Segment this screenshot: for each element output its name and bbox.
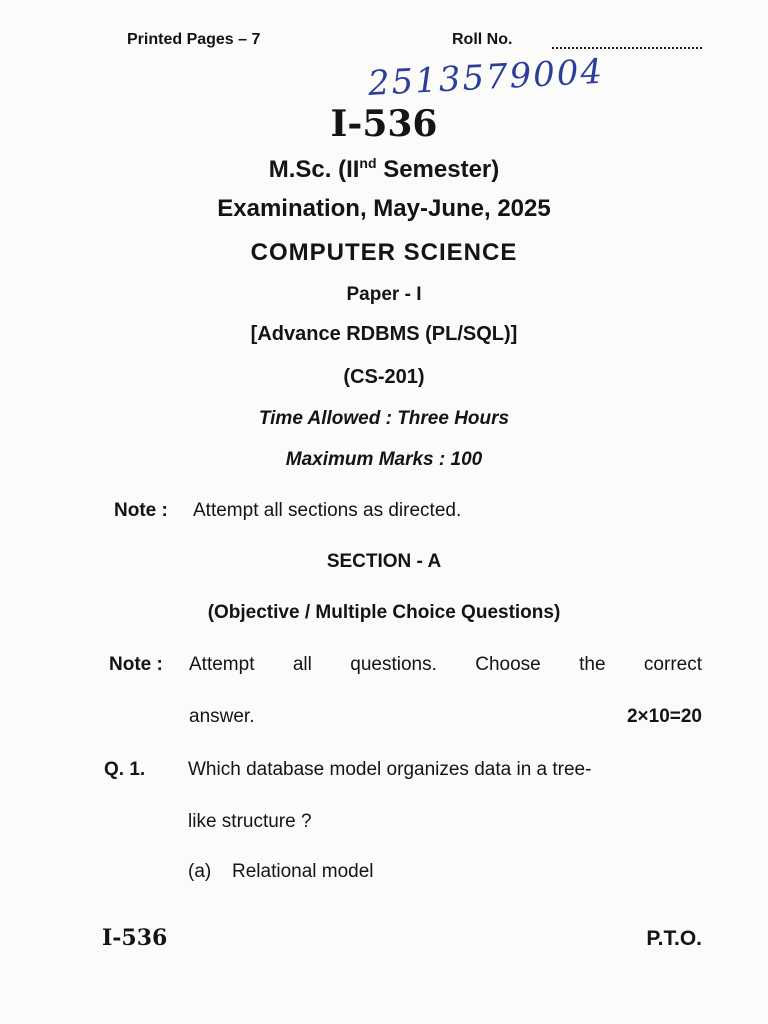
footer-paper-code: I-536 bbox=[102, 925, 168, 951]
footer-pto: P.T.O. bbox=[646, 927, 702, 950]
option-label: (a) bbox=[188, 861, 212, 882]
section-subheading: (Objective / Multiple Choice Questions) bbox=[207, 602, 561, 623]
section-heading: SECTION - A bbox=[326, 551, 442, 572]
note-label: Note : bbox=[114, 500, 168, 521]
handwritten-roll-number: 2513579004 bbox=[366, 51, 606, 104]
roll-number-label: Roll No. bbox=[452, 31, 513, 48]
question-text-continued: like structure ? bbox=[188, 811, 312, 832]
time-allowed: Time Allowed : Three Hours bbox=[258, 408, 510, 429]
degree-prefix: M.Sc. (II bbox=[268, 156, 360, 183]
question-number: Q. 1. bbox=[104, 759, 146, 780]
marks-allocation: 2×10=20 bbox=[626, 706, 702, 727]
note-text: Attempt all sections as directed. bbox=[193, 500, 462, 521]
paper-number: Paper - I bbox=[346, 284, 422, 305]
roll-number-blank bbox=[552, 35, 702, 49]
paper-code: I-536 bbox=[330, 103, 438, 145]
paper-title: [Advance RDBMS (PL/SQL)] bbox=[250, 323, 518, 345]
section-note-text-continued: answer. bbox=[189, 706, 255, 727]
option-text: Relational model bbox=[232, 861, 374, 882]
degree-superscript: nd bbox=[359, 155, 377, 171]
degree-semester bbox=[0, 155, 768, 184]
question-text: Which database model organizes data in a tree- bbox=[188, 759, 592, 780]
course-code: (CS-201) bbox=[343, 366, 425, 388]
section-note-text: Attempt all questions. Choose the correct bbox=[189, 654, 702, 675]
printed-pages: Printed Pages – 7 bbox=[127, 31, 261, 48]
examination-session: Examination, May-June, 2025 bbox=[217, 195, 551, 222]
degree-suffix: Semester) bbox=[376, 156, 500, 183]
maximum-marks: Maximum Marks : 100 bbox=[285, 449, 483, 470]
subject-title: COMPUTER SCIENCE bbox=[250, 239, 518, 266]
section-note-label: Note : bbox=[109, 654, 163, 675]
